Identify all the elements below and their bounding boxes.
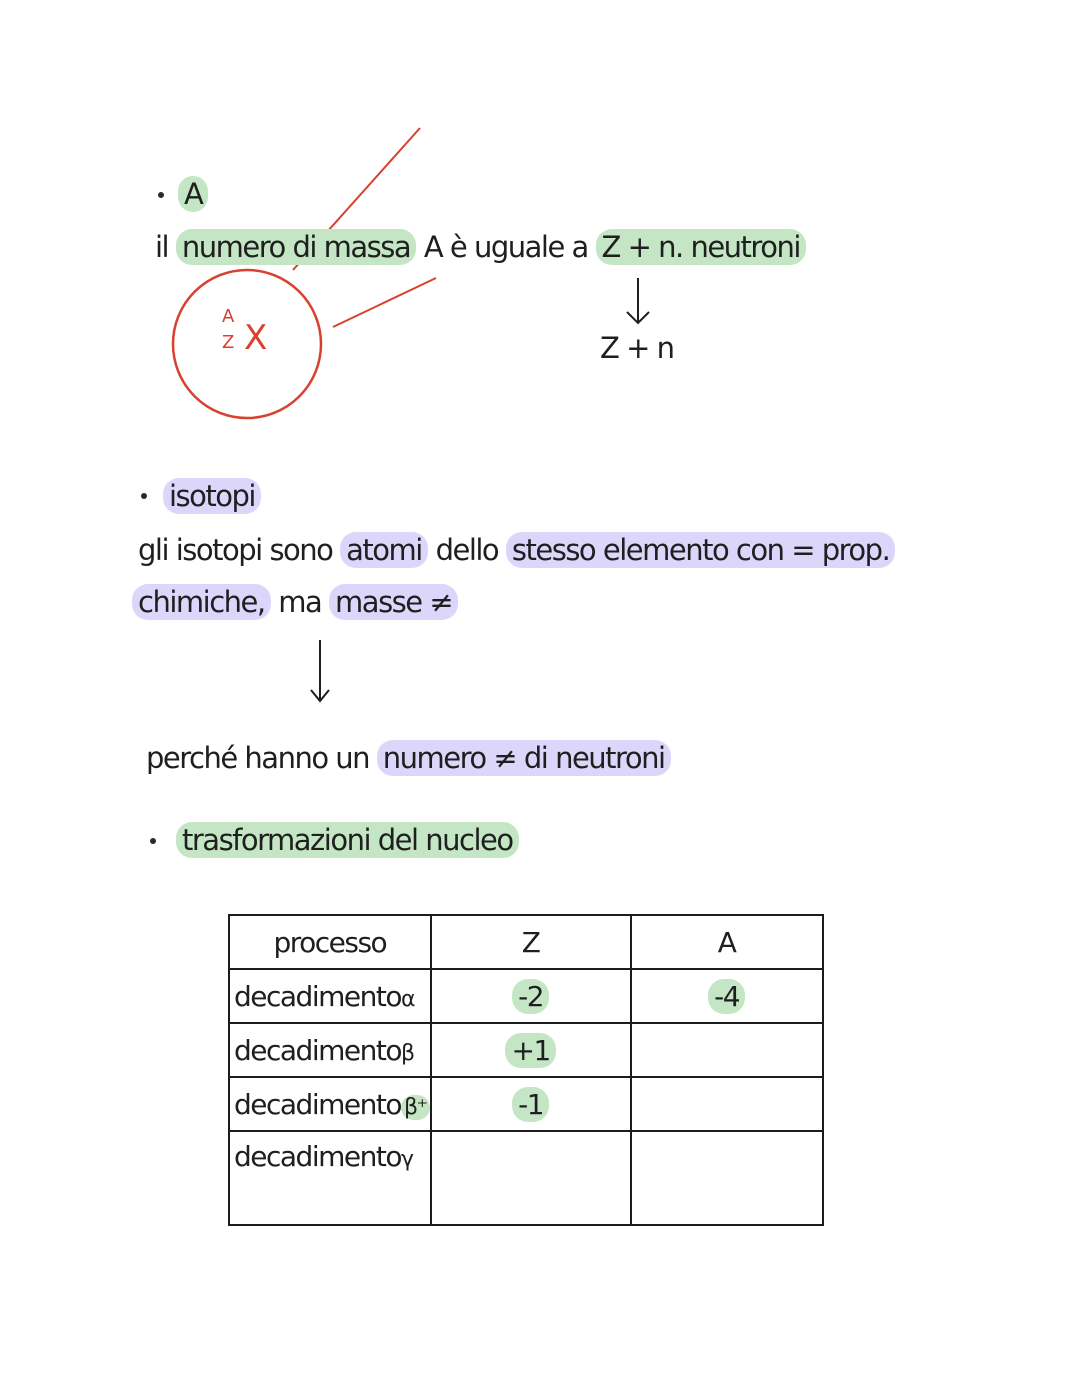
row-z: -2 xyxy=(431,969,631,1023)
row-process: decadimento β⁺ xyxy=(229,1077,431,1131)
gamma-symbol: γ xyxy=(400,1147,413,1172)
table-row xyxy=(229,1077,823,1131)
text-span: dello xyxy=(435,533,499,567)
formula-result: Z + n xyxy=(600,331,674,365)
beta-plus-symbol: β⁺ xyxy=(401,1095,430,1120)
text-span: perché hanno un xyxy=(146,741,370,775)
row-process: decadimentoβ xyxy=(229,1023,431,1077)
bullet-icon xyxy=(150,838,156,844)
row-a xyxy=(631,1077,823,1131)
isotopi-line-2 xyxy=(132,585,458,619)
highlight-span: numero ≠ di neutroni xyxy=(377,740,671,776)
formula-highlight: Z + n. neutroni xyxy=(596,229,806,265)
table-header-row xyxy=(229,915,823,969)
header-z: Z xyxy=(431,915,631,969)
highlight-span: masse ≠ xyxy=(329,584,458,620)
bullet-icon xyxy=(141,493,147,499)
header-processo: processo xyxy=(229,915,431,969)
nuclide-atomic: Z xyxy=(222,332,235,353)
row-a xyxy=(631,1131,823,1225)
line-prefix: il xyxy=(155,230,169,264)
nuclide-symbol: X xyxy=(244,318,268,358)
arrow-down-icon xyxy=(311,640,329,701)
isotopi-heading: isotopi xyxy=(163,482,261,511)
row-process: decadimentoα xyxy=(229,969,431,1023)
text-span: ma xyxy=(278,585,322,619)
row-z: +1 xyxy=(431,1023,631,1077)
isotopi-line-1 xyxy=(138,533,895,567)
table-row xyxy=(229,969,823,1023)
row-z: -1 xyxy=(431,1077,631,1131)
highlight-span: chimiche, xyxy=(132,584,271,620)
highlight-span: atomi xyxy=(340,532,428,568)
section-a-heading: A xyxy=(178,180,208,209)
nuclide-mass: A xyxy=(222,306,235,327)
table-row xyxy=(229,1131,823,1225)
row-a: -4 xyxy=(631,969,823,1023)
text-span: gli isotopi sono xyxy=(138,533,333,567)
term-highlight: numero di massa xyxy=(176,229,416,265)
trasformazioni-heading: trasformazioni del nucleo xyxy=(176,826,519,855)
alpha-symbol: α xyxy=(400,986,414,1012)
row-z xyxy=(431,1131,631,1225)
bullet-icon xyxy=(158,192,164,198)
mass-number-definition xyxy=(155,230,806,264)
row-a xyxy=(631,1023,823,1077)
table-row xyxy=(229,1023,823,1077)
header-a: A xyxy=(631,915,823,969)
isotopi-reason xyxy=(146,741,671,775)
arrow-down-icon xyxy=(627,278,649,323)
decay-table xyxy=(228,914,824,1226)
line-mid: A è uguale a xyxy=(423,230,588,264)
beta-symbol: β xyxy=(400,1040,414,1066)
pointer-line-lower xyxy=(333,278,436,327)
row-process: decadimentoγ xyxy=(229,1131,431,1225)
highlight-span: stesso elemento con = prop. xyxy=(506,532,895,568)
